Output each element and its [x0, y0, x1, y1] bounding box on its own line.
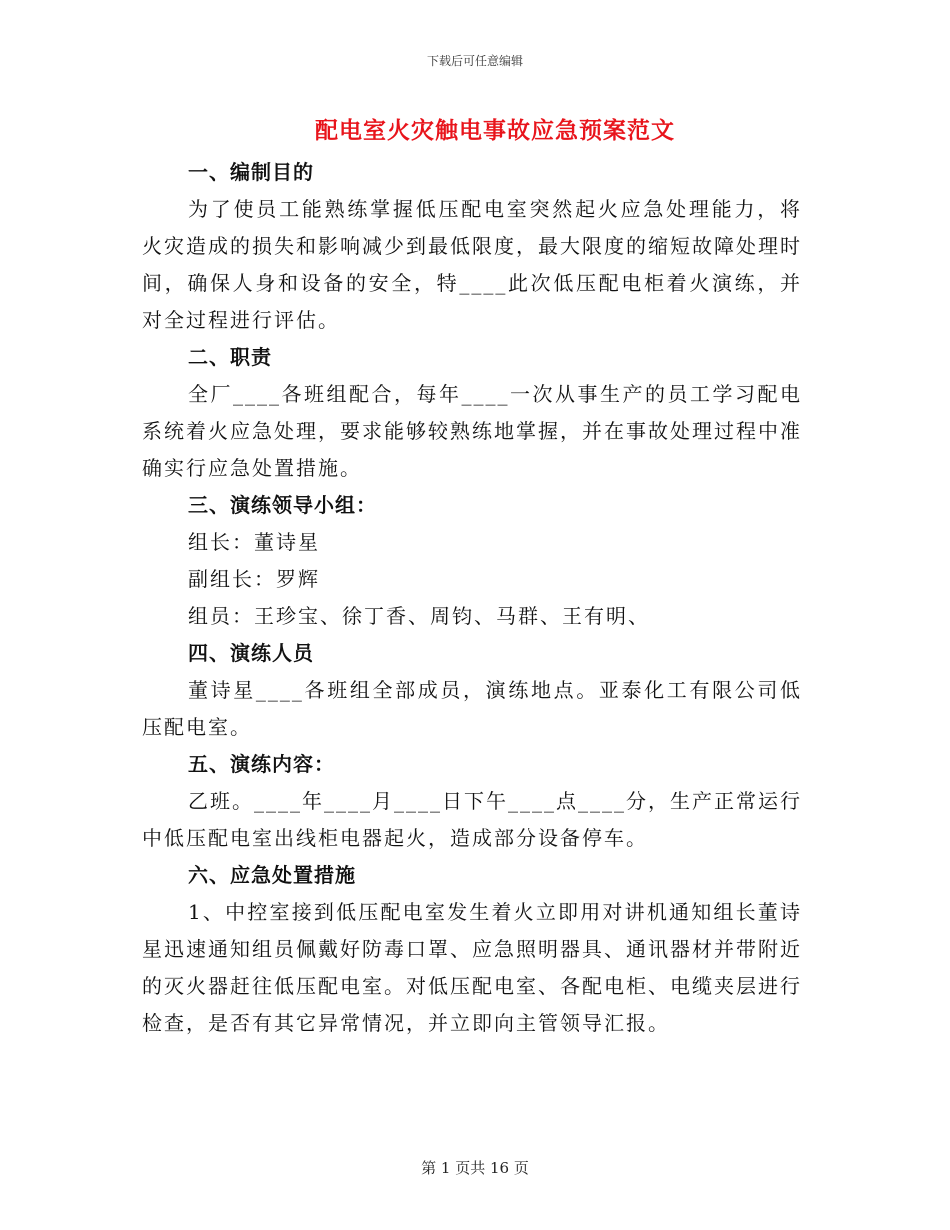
- paragraph-leader: 组长：董诗星: [188, 530, 320, 554]
- paragraph-members: 组员：王珍宝、徐丁香、周钧、马群、王有明、: [188, 604, 650, 628]
- section-heading-personnel: 四、演练人员: [188, 641, 314, 665]
- header-note: 下载后可任意编辑: [426, 54, 523, 68]
- section-heading-leadership: 三、演练领导小组：: [188, 493, 377, 517]
- document-title: 配电室火灾触电事故应急预案范文: [315, 117, 675, 144]
- paragraph-measure-1: 1、中控室接到低压配电室发生着火立即用对讲机通知组长董诗星迅速通知组员佩戴好防毒口罩、应急照明器具、通讯器材并带附近的灭火器赶往低压配电室。对低压配电室、各配电柜、电缆夹层进行检查，是否有其它异常情况，并立即向主管领导汇报。: [142, 900, 802, 1035]
- paragraph-content: 乙班。____年____月____日下午____点____分，生产正常运行中低压配电室出线柜电器起火，造成部分设备停车。: [142, 789, 802, 850]
- section-heading-content: 五、演练内容：: [188, 752, 335, 776]
- section-heading-duties: 二、职责: [188, 345, 272, 369]
- paragraph-personnel: 董诗星____各班组全部成员，演练地点。亚泰化工有限公司低压配电室。: [142, 678, 802, 739]
- page-footer: 第 1 页共 16 页: [421, 1159, 529, 1177]
- document-body: [142, 154, 802, 1042]
- paragraph-deputy-leader: 副组长：罗辉: [188, 567, 320, 591]
- paragraph-purpose: 为了使员工能熟练掌握低压配电室突然起火应急处理能力，将火灾造成的损失和影响减少到最低限度，最大限度的缩短故障处理时间，确保人身和设备的安全，特____此次低压配电柜着火演练，并对全过程进行评估。: [142, 197, 802, 332]
- section-heading-measures: 六、应急处置措施: [188, 863, 356, 887]
- section-heading-purpose: 一、编制目的: [188, 160, 314, 184]
- paragraph-duties: 全厂____各班组配合，每年____一次从事生产的员工学习配电系统着火应急处理，要求能够较熟练地掌握，并在事故处理过程中准确实行应急处置措施。: [142, 382, 802, 480]
